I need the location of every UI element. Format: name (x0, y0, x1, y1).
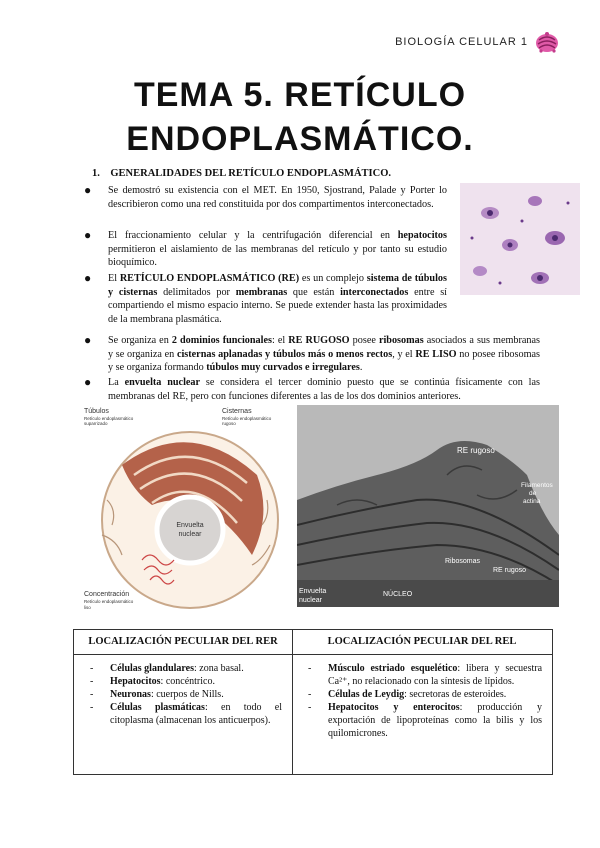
table-header-rer: LOCALIZACIÓN PECULIAR DEL RER (88, 636, 278, 647)
diagram-label-cisternas-sub1: Retículo endoplasmático (222, 416, 272, 421)
list-item: - Músculo estriado esquelético: libera y secuestra Ca²⁺, no relacionado con la síntesis de lípidos. (308, 663, 543, 687)
section-heading (92, 168, 391, 179)
micro-label-nucleo: NÚCLEO (383, 591, 413, 598)
bullet-5-text: La envuelta nuclear se considera el tercer dominio puesto que se continúa físicamente con las membranas del RE, pero con funciones diferentes a las de los dos dominios anteriores. (108, 377, 540, 402)
diagram-label-concentracion-sub2: liso (84, 605, 91, 610)
page-title-line1: TEMA 5. RETÍCULO (133, 76, 467, 114)
diagram-label-concentracion: Concentración (84, 591, 130, 598)
list-item: - Células glandulares: zona basal. (90, 663, 244, 674)
bullet-1-text: Se demostró su existencia con el MET. En 1950, Sjostrand, Palade y Porter lo describieron como una red constituida por dos compartimentos interconectados. (108, 185, 447, 210)
table-header-rel: LOCALIZACIÓN PECULIAR DEL REL (327, 636, 517, 647)
diagram-label-cisternas: Cisternas (222, 408, 252, 415)
page-title-line2: ENDOPLASMÁTICO. (126, 120, 474, 158)
micro-label-re-rugoso: RE rugoso (457, 446, 495, 455)
micro-label-re-rugoso2: RE rugoso (493, 567, 527, 574)
list-item: - Hepatocitos: concéntrico. (90, 676, 215, 687)
localization-table (73, 629, 553, 775)
micro-label-envuelta2: nuclear (299, 597, 322, 604)
list-item: - Neuronas: cuerpos de Nills. (90, 689, 224, 700)
bullet-2-text: El fraccionamiento celular y la centrifugación diferencial en hepatocitos permitieron el aislamiento de las membranas del retículo y por tanto su estudio bioquímico. (108, 230, 447, 269)
diagram-label-tubulos-sub1: Retículo endoplasmático (84, 416, 134, 421)
bullet-dot: ● (84, 375, 92, 389)
list-item: - Células de Leydig: secretoras de esteroides. (308, 689, 507, 700)
diagram-label-tubulos-sub2: suparrizado (84, 421, 108, 426)
section-number: 1. (92, 168, 100, 179)
micro-label-envuelta1: Envuelta (299, 588, 327, 595)
section-title: GENERALIDADES DEL RETÍCULO ENDOPLASMÁTICO. (110, 168, 392, 179)
rel-list (304, 662, 542, 740)
micro-label-filamentos1: Filamentos (521, 482, 553, 489)
cell-icon (534, 30, 560, 56)
micro-label-ribosomas: Ribosomas (445, 558, 481, 565)
diagram-label-envuelta2: nuclear (178, 531, 202, 538)
list-item: - Hepatocitos y enterocitos: producción y exportación de lipoproteínas como la bilis y los quilomicrones. (308, 702, 542, 739)
electron-micrograph (297, 405, 559, 607)
rer-list (86, 662, 282, 727)
list-item: - Células plasmáticas: en todo el citoplasma (almacenan los anticuerpos). (90, 702, 282, 726)
table-divider (74, 654, 552, 655)
bullet-dot: ● (84, 271, 92, 285)
histology-photo (460, 183, 580, 295)
bullet-4-text: Se organiza en 2 dominios funcionales: el RE RUGOSO posee ribosomas asociados a sus membranas y se organiza en cisternas aplanadas y túbulos más o menos rectos, y el RE LISO no posee ribosomas y se organiza formando túbulos muy curvados e irregulares. (108, 335, 540, 374)
bullet-dot: ● (84, 228, 92, 242)
diagram-label-concentracion-sub1: Retículo endoplasmático (84, 599, 134, 604)
header-text: BIOLOGÍA CELULAR 1 (395, 36, 528, 48)
micro-label-filamentos2: de (529, 490, 537, 497)
bullet-3-text: El RETÍCULO ENDOPLASMÁTICO (RE) es un complejo sistema de túbulos y cisternas delimitados por membranas que están interconectados entre sí compartiendo el mismo espacio interno. Se puede extender hasta las proximidades de la membrana plasmática. (108, 273, 448, 325)
bullet-dot: ● (84, 333, 92, 347)
bullet-dot: ● (84, 183, 92, 197)
micro-label-filamentos3: actina (523, 498, 541, 505)
diagram-label-tubulos: Túbulos (84, 408, 109, 415)
table-divider (292, 630, 293, 774)
diagram-label-cisternas-sub2: rugoso (222, 421, 236, 426)
diagram-label-envuelta1: Envuelta (176, 522, 204, 529)
er-diagram (82, 405, 287, 615)
